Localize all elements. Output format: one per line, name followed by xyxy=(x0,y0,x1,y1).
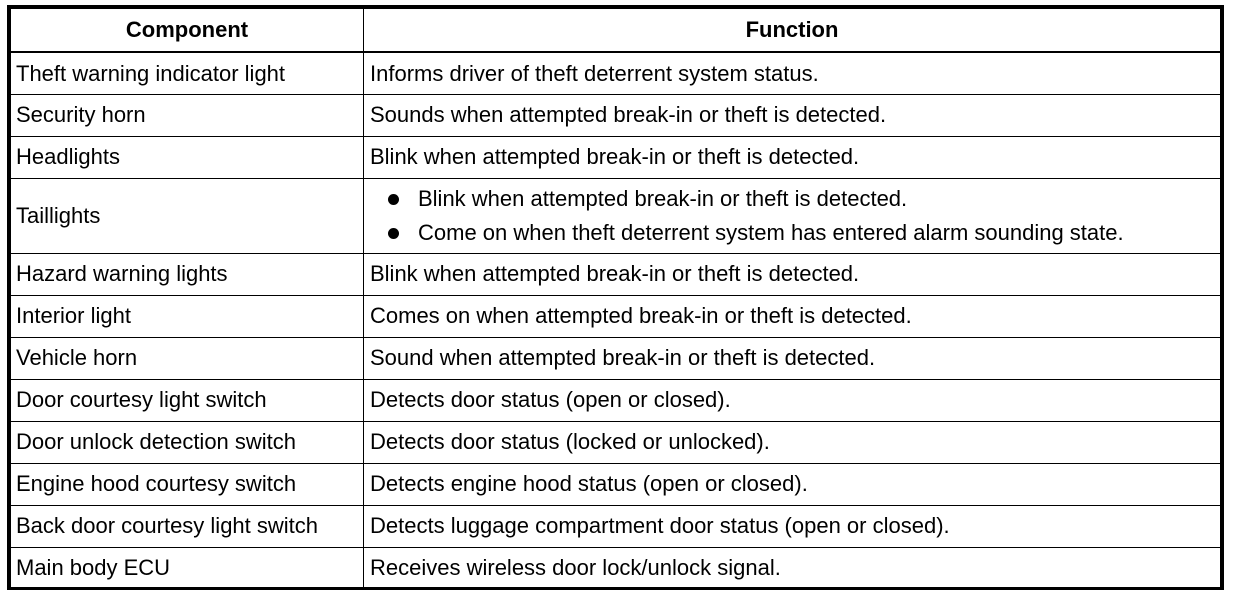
table-row xyxy=(11,505,1221,547)
component-cell: Back door courtesy light switch xyxy=(11,505,364,547)
component-cell: Headlights xyxy=(11,136,364,178)
bullet-text: Blink when attempted break-in or theft is detected. xyxy=(418,185,908,211)
function-cell xyxy=(364,178,1221,253)
component-cell: Hazard warning lights xyxy=(11,253,364,295)
table-row xyxy=(11,52,1221,94)
function-cell: Detects door status (locked or unlocked). xyxy=(364,421,1221,463)
component-cell: Door unlock detection switch xyxy=(11,421,364,463)
table-row xyxy=(11,178,1221,253)
bullet-item xyxy=(388,216,1220,250)
table-row xyxy=(11,295,1221,337)
component-function-table-container xyxy=(7,5,1224,590)
table-header-row xyxy=(11,9,1221,53)
component-cell: Interior light xyxy=(11,295,364,337)
function-cell: Comes on when attempted break-in or theft is detected. xyxy=(364,295,1221,337)
bullet-icon xyxy=(388,228,399,239)
table-row xyxy=(11,547,1221,589)
component-function-table xyxy=(10,8,1221,590)
function-cell: Detects luggage compartment door status (open or closed). xyxy=(364,505,1221,547)
bullet-text: Come on when theft deterrent system has entered alarm sounding state. xyxy=(418,219,1124,245)
function-cell: Detects door status (open or closed). xyxy=(364,379,1221,421)
function-cell: Sound when attempted break-in or theft is detected. xyxy=(364,337,1221,379)
component-cell: Door courtesy light switch xyxy=(11,379,364,421)
component-cell: Main body ECU xyxy=(11,547,364,589)
component-cell: Engine hood courtesy switch xyxy=(11,463,364,505)
function-cell: Informs driver of theft deterrent system status. xyxy=(364,52,1221,94)
function-cell: Blink when attempted break-in or theft is detected. xyxy=(364,136,1221,178)
bullet-icon xyxy=(388,194,399,205)
column-header-component: Component xyxy=(11,9,364,53)
function-cell: Detects engine hood status (open or closed). xyxy=(364,463,1221,505)
component-cell: Vehicle horn xyxy=(11,337,364,379)
component-cell: Theft warning indicator light xyxy=(11,52,364,94)
table-row xyxy=(11,94,1221,136)
component-cell: Security horn xyxy=(11,94,364,136)
function-cell: Receives wireless door lock/unlock signal. xyxy=(364,547,1221,589)
table-row xyxy=(11,421,1221,463)
component-cell: Taillights xyxy=(11,178,364,253)
column-header-function: Function xyxy=(364,9,1221,53)
table-row xyxy=(11,337,1221,379)
table-row xyxy=(11,136,1221,178)
function-cell: Blink when attempted break-in or theft is detected. xyxy=(364,253,1221,295)
bullet-item xyxy=(388,182,1220,216)
table-row xyxy=(11,463,1221,505)
table-row xyxy=(11,379,1221,421)
function-bullet-list xyxy=(370,182,1220,250)
function-cell: Sounds when attempted break-in or theft is detected. xyxy=(364,94,1221,136)
table-row xyxy=(11,253,1221,295)
